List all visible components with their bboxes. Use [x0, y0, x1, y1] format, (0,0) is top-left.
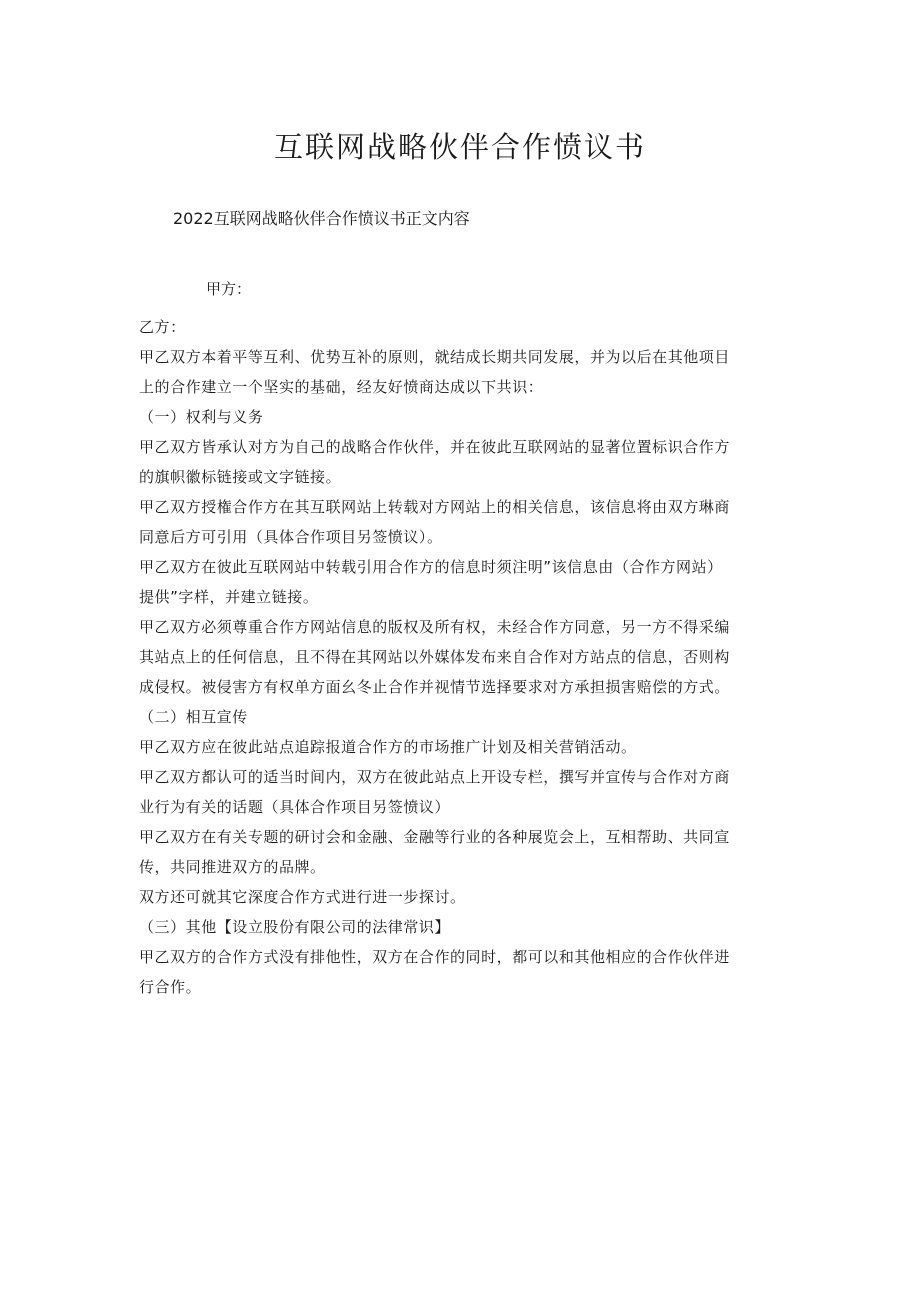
paragraph-line: 行合作。 [139, 978, 202, 996]
paragraph-line: 的旗帜徽标链接或文字链接。 [139, 468, 342, 486]
document-subtitle: 2022互联网战略伙伴合作愤议书正文内容 [173, 209, 470, 228]
paragraph-line: 甲乙双方本着平等互利、优势互补的原则，就结成长期共同发展，并为以后在其他项目 [139, 348, 730, 366]
section-heading: （三）其他【设立股份有限公司的法律常识】 [139, 918, 451, 936]
paragraph-line: 其站点上的任何信息，且不得在其网站以外媒体发布来自合作对方站点的信息，否则构 [139, 648, 730, 666]
document-title: 互联网战略伙伴合作愤议书 [273, 130, 646, 164]
paragraph-line: 甲乙双方在彼此互联网站中转载引用合作方的信息时须注明”该信息由（合作方网站） [139, 558, 723, 576]
paragraph-line: 甲乙双方应在彼此站点追踪报道合作方的市场推广计划及相关营销活动。 [139, 738, 637, 756]
paragraph-line: 甲乙双方皆承认对方为自己的战略合作伙伴，并在彼此互联网站的显著位置标识合作方 [139, 438, 730, 456]
paragraph-line: 甲乙双方的合作方式没有排他性，双方在合作的同时，都可以和其他相应的合作伙伴进 [139, 948, 730, 966]
paragraph-line: 提供”字样，并建立链接。 [139, 588, 319, 606]
paragraph-line: 甲乙双方授権合作方在其互联网站上转载对方网站上的相关信息，该信息将由双方琳商 [139, 498, 730, 516]
paragraph-line: 同意后方可引用（具体合作项目另签愤议）。 [139, 528, 443, 546]
paragraph-line: 业行为有关的话题（具体合作项目另签愤议） [139, 798, 451, 816]
document-body [139, 312, 799, 1002]
paragraph-line: 甲乙双方都认可的适当时间内，双方在彼此站点上开设专栏，撰写并宣传与合作对方商 [139, 768, 730, 786]
paragraph-line: 上的合作建立一个坚实的基础，经友好愤商达成以下共识： [139, 378, 544, 396]
paragraph-line: 成侵权。被侵害方有权单方面幺冬止合作并视情节选择要求对方承担损害赔偿的方式。 [139, 678, 730, 696]
paragraph-line: 双方还可就其它深度合作方式进行进一步探讨。 [139, 888, 466, 906]
paragraph-line: 甲乙双方在有关专题的研讨会和金融、金融等行业的各种展览会上，互相帮助、共同宣 [139, 828, 730, 846]
party-a-label: 甲方： [206, 280, 252, 298]
section-heading: （一）权利与义务 [139, 408, 264, 426]
party-b-label: 乙方： [139, 318, 186, 336]
paragraph-line: 甲乙双方必须尊重合作方网站信息的版权及所有权，未经合作方同意，另一方不得采编 [139, 618, 730, 636]
paragraph-line: 传，共同推进双方的品牌。 [139, 858, 326, 876]
section-heading: （二）相互宣传 [139, 708, 248, 726]
